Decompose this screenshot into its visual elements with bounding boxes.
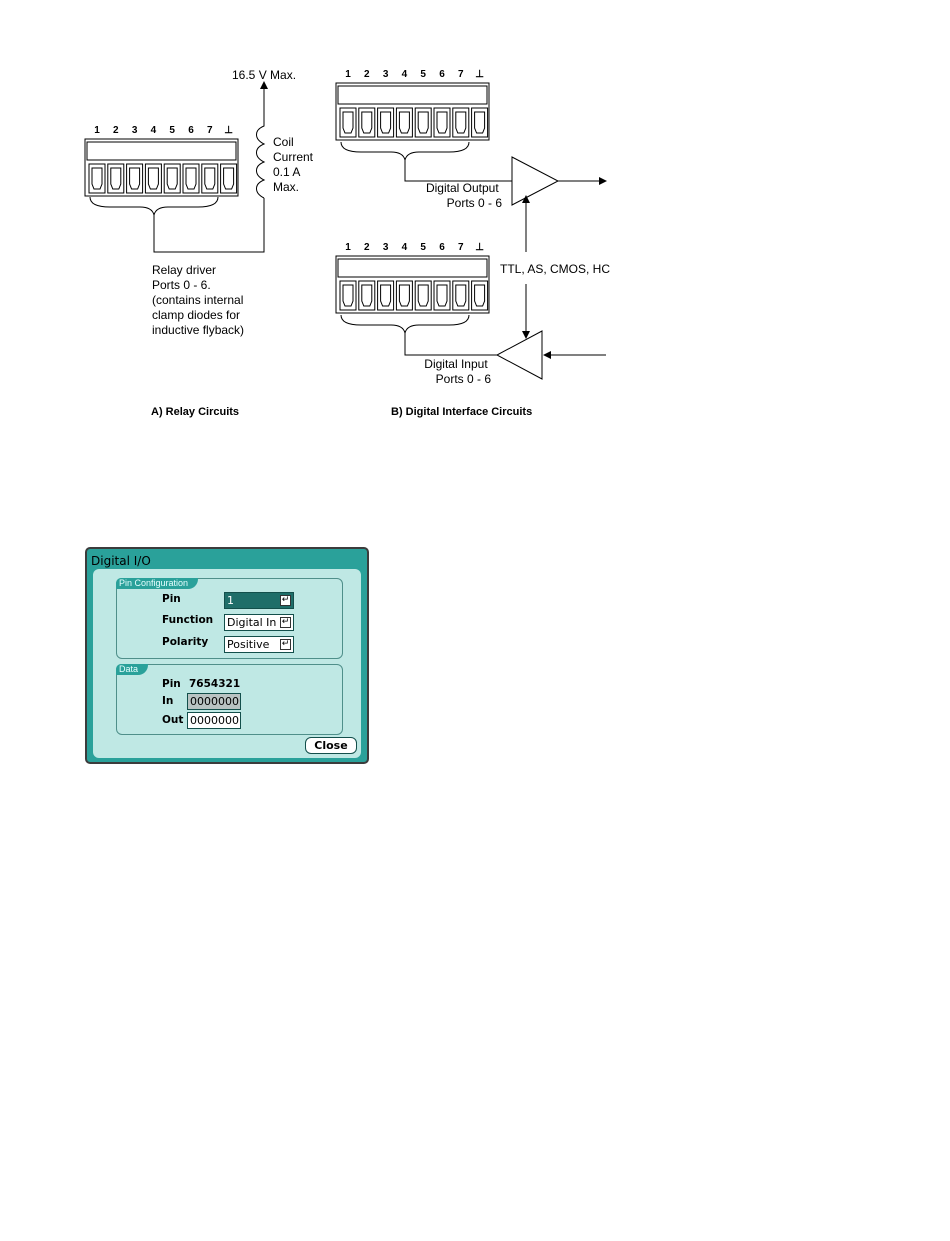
polarity-label: Polarity [162, 636, 209, 648]
pin-number: 2 [113, 125, 119, 136]
data-group [116, 664, 343, 735]
terminal-slot [453, 108, 469, 137]
pin-number: 3 [382, 69, 389, 80]
input-buffer [497, 331, 542, 379]
pin-number: 1 [345, 69, 351, 80]
terminal-slot [359, 281, 375, 310]
pin-number: 4 [150, 125, 157, 136]
pin-number: 3 [382, 242, 389, 253]
input-wire [405, 333, 497, 355]
relay-caption: A) Relay Circuits [151, 406, 240, 418]
voltage-max-label: 16.5 V Max. [232, 68, 297, 82]
enter-icon: ↵ [281, 595, 290, 605]
data-pin-label: Pin [162, 678, 181, 690]
digital-io-dialog [85, 547, 369, 764]
terminal-slot [472, 108, 488, 137]
pin-number: 6 [439, 69, 445, 80]
data-legend: Data [116, 664, 148, 675]
relay-driver-label: Relay driver Ports 0 - 6. (contains internal clamp diodes for inductive flyback) [152, 263, 245, 337]
close-button[interactable]: Close [305, 737, 357, 754]
output-buffer [512, 157, 558, 205]
in-value-field: 0000000 [187, 693, 241, 710]
pin-select-value: 1 [227, 594, 234, 607]
pin-number: 7 [458, 242, 464, 253]
pin-number: 7 [207, 125, 213, 136]
pin-number: 7 [458, 69, 464, 80]
enter-icon: ↵ [281, 639, 290, 649]
relay-coil [257, 82, 265, 198]
out-label: Out [162, 714, 184, 726]
pin-number: ⊥ [224, 125, 233, 136]
terminal-slot [340, 108, 356, 137]
coil-current-label: Coil Current 0.1 A Max. [273, 135, 314, 194]
function-label: Function [162, 614, 214, 626]
pin-number: 1 [345, 242, 351, 253]
digital-caption: B) Digital Interface Circuits [391, 406, 533, 418]
pin-number: 5 [420, 242, 426, 253]
function-select-value: Digital In [227, 616, 277, 629]
data-pin-value: 7654321 [189, 678, 241, 690]
pin-number: 5 [169, 125, 175, 136]
pin-number: 6 [188, 125, 194, 136]
output-connector [336, 83, 489, 140]
dialog-body [93, 569, 361, 758]
terminal-slot [415, 108, 431, 137]
input-pin-numbers [345, 242, 484, 253]
input-brace [341, 315, 469, 333]
polarity-select-value: Positive [227, 638, 270, 651]
terminal-slot [108, 164, 124, 193]
terminal-slot [396, 281, 412, 310]
relay-connector [85, 139, 238, 196]
pin-number: 4 [401, 242, 408, 253]
pin-select[interactable] [224, 592, 294, 609]
terminal-slot [221, 164, 237, 193]
pin-label: Pin [162, 593, 181, 605]
input-connector [336, 256, 489, 313]
terminal-slot [378, 108, 394, 137]
output-pin-numbers [345, 69, 484, 80]
pin-configuration-group [116, 578, 343, 659]
pin-number: 2 [364, 69, 370, 80]
pin-number: ⊥ [475, 242, 484, 253]
terminal-slot [164, 164, 180, 193]
out-value-field[interactable]: 0000000 [187, 712, 241, 729]
terminal-slot [453, 281, 469, 310]
relay-brace [90, 197, 218, 215]
terminal-slot [183, 164, 199, 193]
pin-configuration-legend: Pin Configuration [116, 578, 198, 589]
digital-input-label: Digital Input Ports 0 - 6 [424, 357, 491, 386]
dialog-title: Digital I/O [91, 554, 151, 568]
terminal-slot [396, 108, 412, 137]
terminal-slot [378, 281, 394, 310]
terminal-slot [359, 108, 375, 137]
polarity-select[interactable] [224, 636, 294, 653]
circuit-diagram [0, 0, 950, 430]
function-select[interactable] [224, 614, 294, 631]
terminal-slot [415, 281, 431, 310]
pin-number: 6 [439, 242, 445, 253]
terminal-slot [434, 281, 450, 310]
pin-number: 3 [131, 125, 138, 136]
digital-output-label: Digital Output Ports 0 - 6 [425, 181, 502, 210]
terminal-slot [472, 281, 488, 310]
terminal-slot [434, 108, 450, 137]
terminal-slot [145, 164, 161, 193]
pin-number: 1 [94, 125, 100, 136]
pin-number: 4 [401, 69, 408, 80]
pin-number: 2 [364, 242, 370, 253]
logic-family-label: TTL, AS, CMOS, HC [500, 262, 611, 276]
terminal-slot [89, 164, 105, 193]
enter-icon: ↵ [281, 617, 290, 627]
terminal-slot [127, 164, 143, 193]
pin-number: 5 [420, 69, 426, 80]
terminal-slot [340, 281, 356, 310]
output-wire [405, 160, 512, 181]
relay-pin-numbers [94, 125, 233, 136]
terminal-slot [202, 164, 218, 193]
output-brace [341, 142, 469, 160]
in-label: In [162, 695, 174, 707]
pin-number: ⊥ [475, 69, 484, 80]
